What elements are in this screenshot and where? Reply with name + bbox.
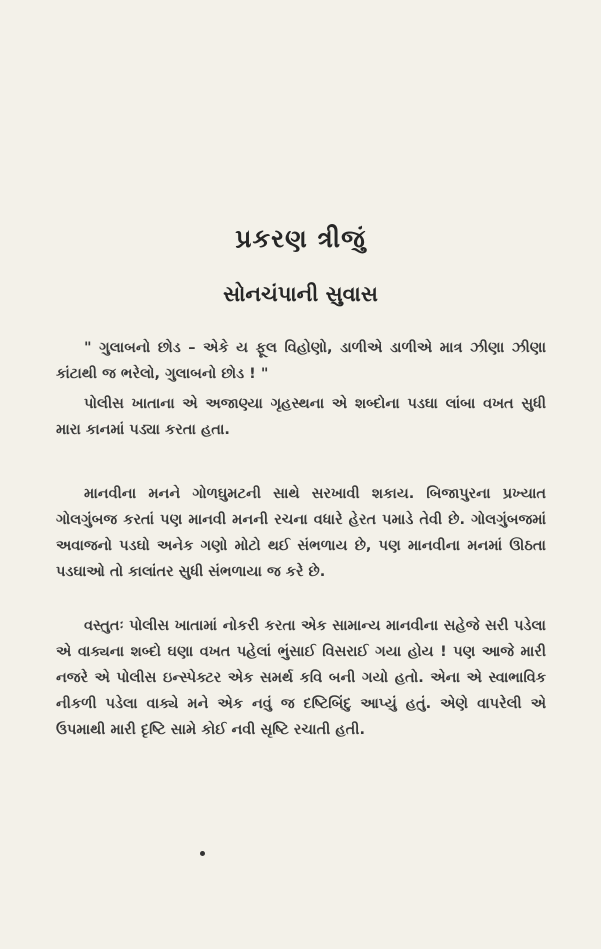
- chapter-title: પ્રકરણ ત્રીજું: [235, 224, 366, 253]
- paragraph: વસ્તુતઃ પોલીસ ખાતામાં નોકરી કરતા એક સામાન્ય માનવીના સહેજે સરી પડેલા એ વાક્યના શબ્દો ઘણા વખત પહેલાં ભુંસાઈ વિસરાઈ ગયા હોય ! પણ આજે મારી નજરે એ પોલીસ ઇન્સ્પેક્ટર એક સમર્થ કવિ બની ગયો હતો. એના એ સ્વાભાવિક નીકળી પડેલા વાક્યે મને એક નવું જ દષ્ટિબિંદુ આપ્યું હતું. એણે વાપરેલી એ ઉપમાથી મારી દૃષ્ટિ સામે કોઈ નવી સૃષ્ટિ રચાતી હતી.: [56, 617, 546, 738]
- paragraph: પોલીસ ખાતાના એ અજાણ્યા ગૃહસ્થના એ શબ્દોના પડઘા લાંબા વખત સુધી મારા કાનમાં પડ્યા કરતા હતા.: [56, 395, 546, 438]
- paragraph: માનવીના મનને ગોળઘુમટની સાથે સરખાવી શકાય. બિજાપુરના પ્રખ્યાત ગોલગુંબજ કરતાં પણ માનવી મનની રચના વધારે હેરત પમાડે તેવી છે. ગોલગુંબજમાં અવાજનો પડઘો અનેક ગણો મોટો થઈ સંભળાય છે, પણ માનવીના મનમાં ઊઠતા પડઘાઓ તો કાલાંતર સુધી સંભળાયા જ કરે છે.: [56, 485, 546, 580]
- section-title: સોનચંપાની સુવાસ: [223, 282, 378, 306]
- page-mark-dot: [200, 851, 205, 856]
- paragraph-quote: " ગુલાબનો છોડ – એકે ય ફૂલ વિહોણો, ડાળીએ ડાળીએ માત્ર ઝીણા ઝીણા કાંટાથી જ ભરેલો, ગુલાબનો છોડ ! ": [56, 339, 546, 382]
